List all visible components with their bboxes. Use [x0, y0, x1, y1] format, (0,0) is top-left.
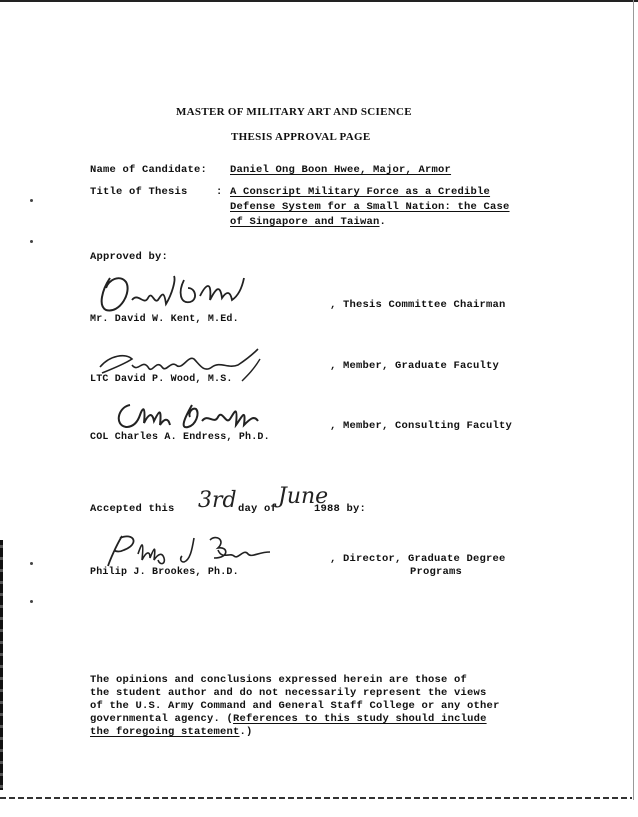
disclaimer-line-4 — [90, 713, 487, 725]
scan-speck — [30, 240, 33, 243]
thesis-label: Title of Thesis — [90, 186, 188, 198]
scan-speck — [30, 600, 33, 603]
disclaimer-line-3: of the U.S. Army Command and General Staff College or any other — [90, 700, 500, 712]
approver-role-2: , Member, Graduate Faculty — [330, 360, 500, 372]
disclaimer-line-5-end: .) — [239, 726, 253, 738]
signature-brookes — [94, 530, 284, 570]
document-subtitle: THESIS APPROVAL PAGE — [231, 131, 371, 143]
candidate-label: Name of Candidate: — [90, 164, 208, 176]
thesis-colon: : — [216, 186, 223, 198]
director-role-line-1: , Director, Graduate Degree — [330, 553, 506, 565]
approved-by-label: Approved by: — [90, 251, 169, 263]
accepted-day-of: day of — [238, 503, 278, 515]
disclaimer-line-5-underlined: the foregoing statement — [90, 726, 240, 738]
thesis-title-line-1: A Conscript Military Force as a Credible — [230, 186, 491, 198]
thesis-title-period: . — [379, 216, 387, 228]
disclaimer-line-2: the student author and do not necessarily represent the views — [90, 687, 487, 699]
scan-binding-mark — [0, 540, 3, 790]
approver-role-3: , Member, Consulting Faculty — [330, 420, 513, 432]
accepted-month-handwritten: June — [278, 484, 329, 509]
director-name: Philip J. Brookes, Ph.D. — [90, 567, 239, 578]
candidate-name: Daniel Ong Boon Hwee, Major, Armor — [230, 164, 452, 176]
thesis-title-line-2: Defense System for a Small Nation: the Case — [230, 201, 510, 213]
thesis-title-line-3-text: of Singapore and Taiwan — [230, 216, 380, 228]
disclaimer-line-4-underlined: References to this study should include — [233, 713, 487, 725]
scan-right-edge — [633, 0, 634, 800]
thesis-title-line-3 — [230, 216, 386, 228]
approver-name-1: Mr. David W. Kent, M.Ed. — [90, 314, 239, 325]
director-role-line-2: Programs — [410, 566, 463, 578]
scan-top-edge — [0, 0, 638, 2]
disclaimer-line-1: The opinions and conclusions expressed herein are those of — [90, 674, 468, 686]
approver-name-3: COL Charles A. Endress, Ph.D. — [90, 432, 270, 443]
disclaimer-line-4-plain: governmental agency. ( — [90, 713, 234, 725]
accepted-day-handwritten: 3rd — [198, 488, 237, 513]
accepted-suffix: 1988 by: — [314, 503, 367, 515]
scan-bottom-edge — [0, 797, 632, 799]
disclaimer-line-5 — [90, 726, 253, 738]
scan-speck — [30, 562, 33, 565]
accepted-prefix: Accepted this — [90, 503, 175, 515]
signature-kent — [92, 270, 272, 320]
signature-endress — [110, 395, 270, 435]
document-title: MASTER OF MILITARY ART AND SCIENCE — [176, 106, 412, 118]
approver-role-1: , Thesis Committee Chairman — [330, 299, 506, 311]
approver-name-2: LTC David P. Wood, M.S. — [90, 374, 233, 385]
scan-speck — [30, 199, 33, 202]
